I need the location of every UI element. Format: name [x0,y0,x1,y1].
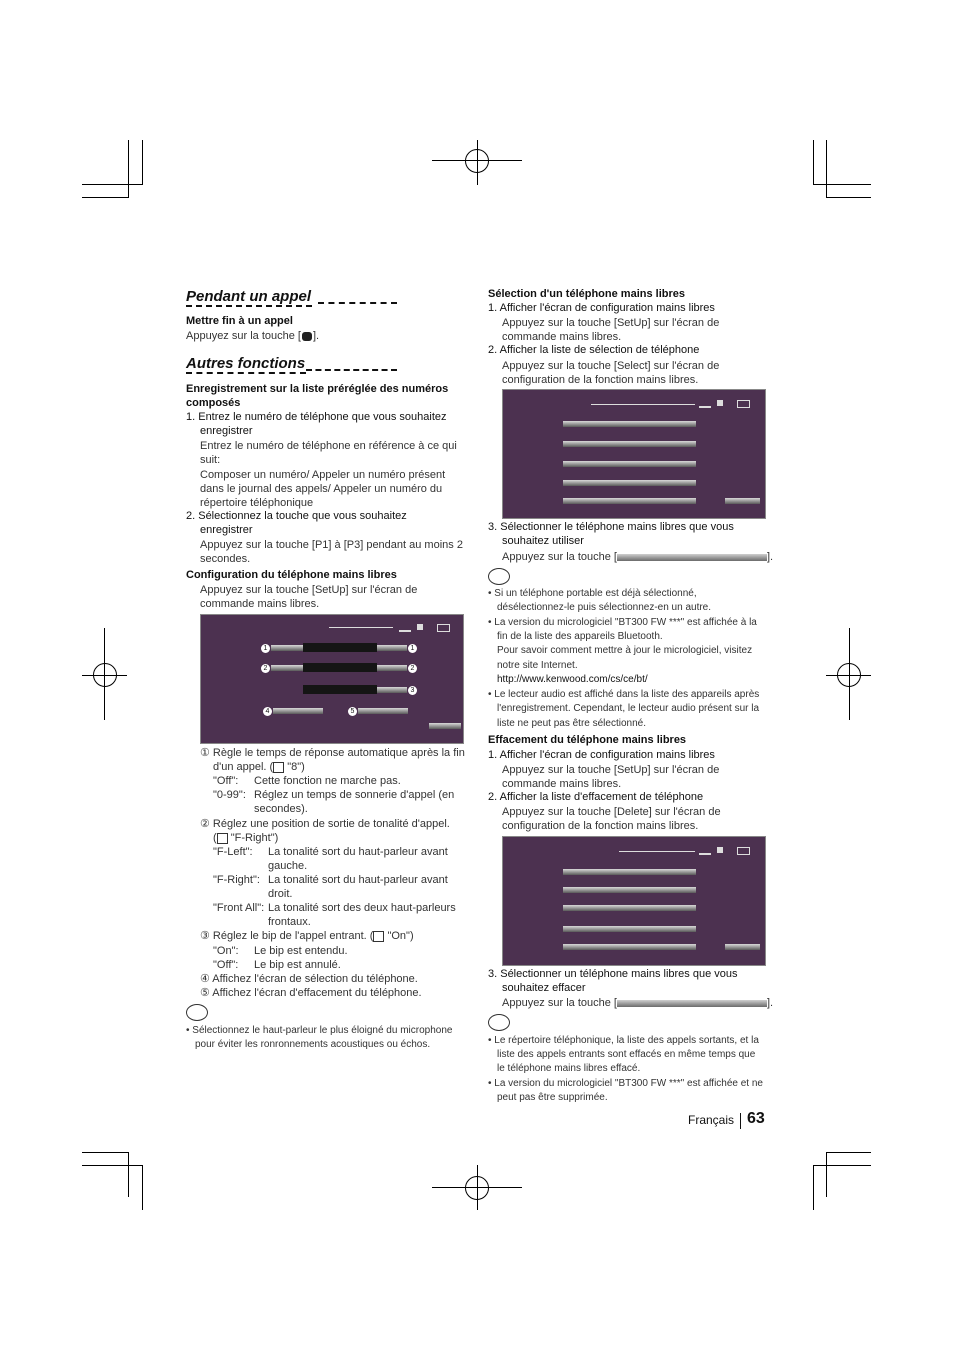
right-arrow-button[interactable] [377,665,407,671]
item1-off-val: Cette fonction ne marche pas. [254,775,401,787]
footer-divider [740,1113,741,1129]
left-arrow-button[interactable] [271,645,303,651]
phone-list-item[interactable] [563,441,696,447]
note-line: l'enregistrement. Cependant, le lecteur audio présent sur la [497,703,760,714]
title-underline [186,305,312,307]
title-underline [318,302,397,304]
note-line: Pour savoir comment mettre à jour le micrologiciel, visitez [497,645,753,656]
title-underline [306,369,397,371]
subheading-selection: Sélection d'un téléphone mains libres [488,288,685,300]
item2-fleft-val: La tonalité sort du haut-parleur avant [268,846,448,858]
note-line: • Sélectionnez le haut-parleur le plus éloigné du microphone [186,1025,453,1036]
s1-line: Appuyez sur la touche [SetUp] sur l'écran de [502,317,720,329]
subheading-enregistrement: Enregistrement sur la liste préréglée des numéros [186,383,449,395]
s3-title-2: souhaitez utiliser [502,535,584,547]
toggle-button[interactable] [377,687,407,693]
battery-icon [737,847,750,855]
phone-hangup-icon [302,332,312,341]
section-title-autres: Autres fonctions [186,355,306,372]
phone-list-item[interactable] [563,926,696,932]
step1-title: 1. Entrez le numéro de téléphone que vous souhaitez [186,411,447,423]
step2-line: Appuyez sur la touche [P1] à [P3] pendant au moins 2 [200,539,463,551]
signal-icon [399,624,411,632]
item2-fleft-val: gauche. [268,860,308,872]
note-line: peut pas être supprimée. [497,1092,608,1103]
item3-on-key: "On": [213,945,239,957]
step1-title-2: enregistrer [200,425,253,437]
item2-fleft-key: "F-Left": [213,846,253,858]
item4-line: ④ Affichez l'écran de sélection du téléphone. [200,973,418,985]
bluetooth-icon [417,624,423,630]
phone-list-item[interactable] [563,421,696,427]
phone-list-item[interactable] [563,461,696,467]
callout-4: 4 [263,707,272,716]
d3-title: 3. Sélectionner un téléphone mains libres que vous [488,968,738,980]
d1-line: commande mains libres. [502,778,622,790]
edit-icon [373,931,384,942]
status-line [619,851,695,852]
section-title-pendant: Pendant un appel [186,288,312,305]
step1-line: Composer un numéro/ Appeler un numéro présent [200,469,446,481]
step2-title: 2. Sélectionnez la touche que vous souhaitez [186,510,407,522]
subheading-effacement: Effacement du téléphone mains libres [488,734,687,746]
select-list-screen-image [502,389,766,519]
note-line: liste des appels entrants sont effacés en même temps que [497,1049,756,1060]
signal-icon [699,400,711,408]
battery-icon [737,400,750,408]
delete-list-screen-image [502,836,766,966]
step2-title-2: enregistrer [200,524,253,536]
subheading-configuration: Configuration du téléphone mains libres [186,569,397,581]
callout-2: 2 [261,664,270,673]
callout-1: 1 [408,644,417,653]
delete-button[interactable] [358,708,408,714]
select-button[interactable] [273,708,323,714]
bluetooth-icon [717,847,723,853]
callout-1: 1 [261,644,270,653]
note-icon [488,1014,510,1031]
edit-icon [217,833,228,844]
edit-icon [273,762,284,773]
d1-line: Appuyez sur la touche [SetUp] sur l'écran de [502,764,720,776]
note-icon [186,1004,208,1021]
d3-title-2: souhaitez effacer [502,982,586,994]
subheading-mettre-fin: Mettre fin à un appel [186,315,293,327]
note-icon [488,568,510,585]
item2-front-key: "Front All": [213,902,265,914]
s3-title: 3. Sélectionner le téléphone mains libres que vous [488,521,734,533]
footer-language: Français [688,1113,735,1127]
left-arrow-button[interactable] [271,665,303,671]
note-line: fin de la liste des appareils Bluetooth. [497,631,663,642]
title-underline [186,372,306,374]
item2-line: ② Réglez une position de sortie de tonalité d'appel. [200,818,450,830]
phone-name-key [617,1000,767,1007]
phone-list-item[interactable] [563,887,696,893]
mettre-fin-text: Appuyez sur la touche [ ]. [186,330,320,342]
s1-line: commande mains libres. [502,331,622,343]
value-display [303,643,377,652]
note-line: • Le lecteur audio est affiché dans la liste des appareils après [488,689,760,700]
phone-name-key [617,554,767,561]
note-line: liste ne peut pas être sélectionné. [497,718,646,729]
battery-icon [437,624,450,632]
return-button[interactable] [429,723,461,729]
d2-line: configuration de la fonction mains libres. [502,820,699,832]
note-line: pour éviter les ronronnements acoustiques ou échos. [195,1039,431,1050]
callout-3: 3 [408,686,417,695]
item2-front-val: La tonalité sort des deux haut-parleurs [268,902,456,914]
s2-line: Appuyez sur la touche [Select] sur l'écran de [502,360,720,372]
page-number: 63 [747,1110,765,1127]
s2-line: configuration de la fonction mains libres. [502,374,699,386]
d2-line: Appuyez sur la touche [Delete] sur l'écran de [502,806,721,818]
phone-list-item[interactable] [563,498,696,504]
s3-text: Appuyez sur la touche [ ]. [502,551,774,563]
item2-front-val: frontaux. [268,916,311,928]
phone-list-item[interactable] [563,480,696,486]
note-line: le téléphone mains libres effacé. [497,1063,641,1074]
note-line: désélectionnez-le puis sélectionnez-en un autre. [497,602,712,613]
item2-fright-val: La tonalité sort du haut-parleur avant [268,874,448,886]
bluetooth-icon [717,400,723,406]
return-button[interactable] [725,498,760,504]
right-arrow-button[interactable] [377,645,407,651]
item1-line: ① Règle le temps de réponse automatique après la fin [200,747,465,759]
note-line: • Le répertoire téléphonique, la liste des appels sortants, et la [488,1035,759,1046]
note-line: • Si un téléphone portable est déjà sélectionné, [488,588,697,599]
d3-text: Appuyez sur la touche [ ]. [502,997,774,1009]
value-display [303,663,377,672]
step1-line: Entrez le numéro de téléphone en référence à ce qui [200,440,457,452]
phone-list-item[interactable] [563,869,696,875]
note-line: • La version du micrologiciel "BT300 FW ***" est affichée et ne [488,1078,763,1089]
item1-099-val: Réglez un temps de sonnerie d'appel (en [254,789,455,801]
status-line [591,404,695,405]
item1-off-key: "Off": [213,775,239,787]
item3-on-val: Le bip est entendu. [254,945,348,957]
note-line: notre site Internet. [497,660,578,671]
step2-line: secondes. [200,553,251,565]
subheading-enregistrement-2: composés [186,397,241,409]
callout-2: 2 [408,664,417,673]
value-display [303,685,377,694]
phone-list-item[interactable] [563,905,696,911]
callout-5: 5 [348,707,357,716]
item3-off-val: Le bip est annulé. [254,959,341,971]
step1-line: répertoire téléphonique [200,497,314,509]
status-line [329,627,393,628]
step1-line: dans le journal des appels/ Appeler un numéro du [200,483,443,495]
item2-line: ( "F-Right") [213,832,279,844]
item2-fright-key: "F-Right": [213,874,260,886]
d2-title: 2. Afficher la liste d'effacement de téléphone [488,791,704,803]
item2-fright-val: droit. [268,888,293,900]
item1-099-val: secondes). [254,803,308,815]
config-line: commande mains libres. [200,598,320,610]
return-button[interactable] [725,944,760,950]
phone-list-item[interactable] [563,944,696,950]
step1-line: suit: [200,454,221,466]
s2-title: 2. Afficher la liste de sélection de téléphone [488,344,700,356]
s1-title: 1. Afficher l'écran de configuration mains libres [488,302,715,314]
kenwood-url-link[interactable]: http://www.kenwood.com/cs/ce/bt/ [497,674,648,685]
item1-line: d'un appel. ( "8") [213,761,305,773]
item1-099-key: "0-99": [213,789,246,801]
config-line: Appuyez sur la touche [SetUp] sur l'écran de [200,584,418,596]
item3-off-key: "Off": [213,959,239,971]
d1-title: 1. Afficher l'écran de configuration mains libres [488,749,715,761]
setup-screen-image [200,614,464,744]
item5-line: ⑤ Affichez l'écran d'effacement du téléphone. [200,987,422,999]
item3-line: ③ Réglez le bip de l'appel entrant. ( "On") [200,930,414,942]
note-line: • La version du micrologiciel "BT300 FW ***" est affichée à la [488,617,757,628]
signal-icon [699,847,711,855]
